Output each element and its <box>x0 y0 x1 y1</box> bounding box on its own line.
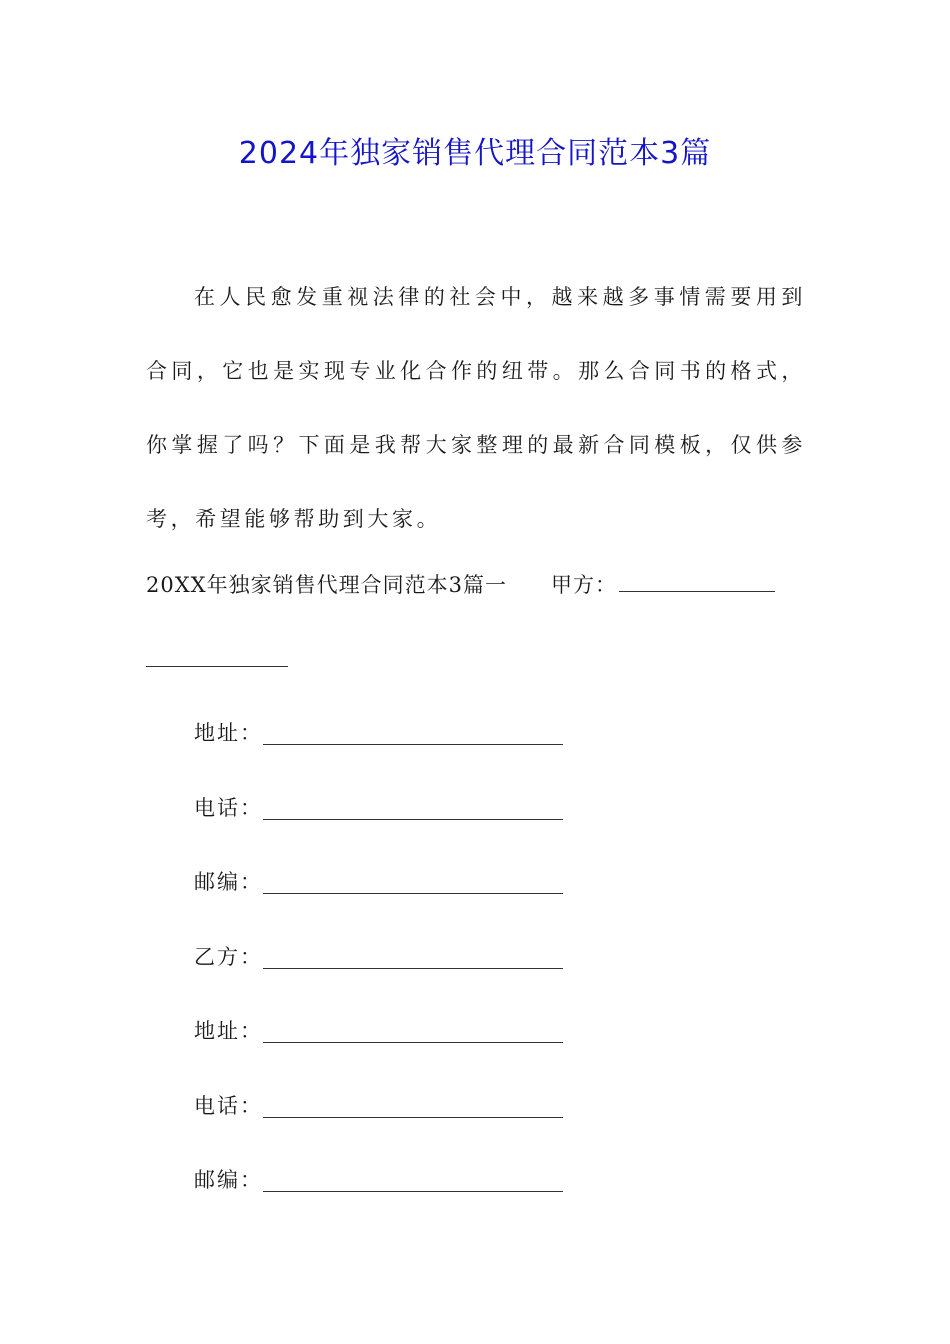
field-blank[interactable] <box>263 1165 563 1192</box>
field-postcode-b <box>194 1160 563 1200</box>
party-a-label: 甲方： <box>550 573 617 597</box>
section-heading-row <box>146 560 810 610</box>
intro-paragraph: 在人民愈发重视法律的社会中，越来越多事情需要用到合同，它也是实现专业化合作的纽带。那么合同书的格式，你掌握了吗？下面是我帮大家整理的最新合同模板，仅供参考，希望能够帮助到大家。 <box>146 285 806 531</box>
field-address-a <box>194 713 563 753</box>
field-blank[interactable] <box>263 1016 563 1043</box>
field-party-b <box>194 937 563 977</box>
field-address-b <box>194 1011 563 1051</box>
field-label: 电话： <box>194 1094 263 1118</box>
field-blank[interactable] <box>263 867 563 894</box>
field-blank[interactable] <box>263 1091 563 1118</box>
field-phone-b <box>194 1086 563 1126</box>
field-postcode-a <box>194 862 563 902</box>
field-label: 电话： <box>194 796 263 820</box>
field-label: 地址： <box>194 1019 263 1043</box>
field-label: 地址： <box>194 721 263 745</box>
field-blank[interactable] <box>263 718 563 745</box>
document-title: 2024年独家销售代理合同范本3篇 <box>238 136 712 171</box>
section-heading: 20XX年独家销售代理合同范本3篇一 <box>146 573 507 597</box>
field-phone-a <box>194 788 563 828</box>
field-label: 邮编： <box>194 870 263 894</box>
field-blank[interactable] <box>263 793 563 820</box>
field-blank[interactable] <box>263 942 563 969</box>
field-label: 邮编： <box>194 1168 263 1192</box>
party-a-blank[interactable] <box>619 565 775 592</box>
party-a-blank-continued[interactable] <box>146 666 288 667</box>
field-label: 乙方： <box>194 945 263 969</box>
